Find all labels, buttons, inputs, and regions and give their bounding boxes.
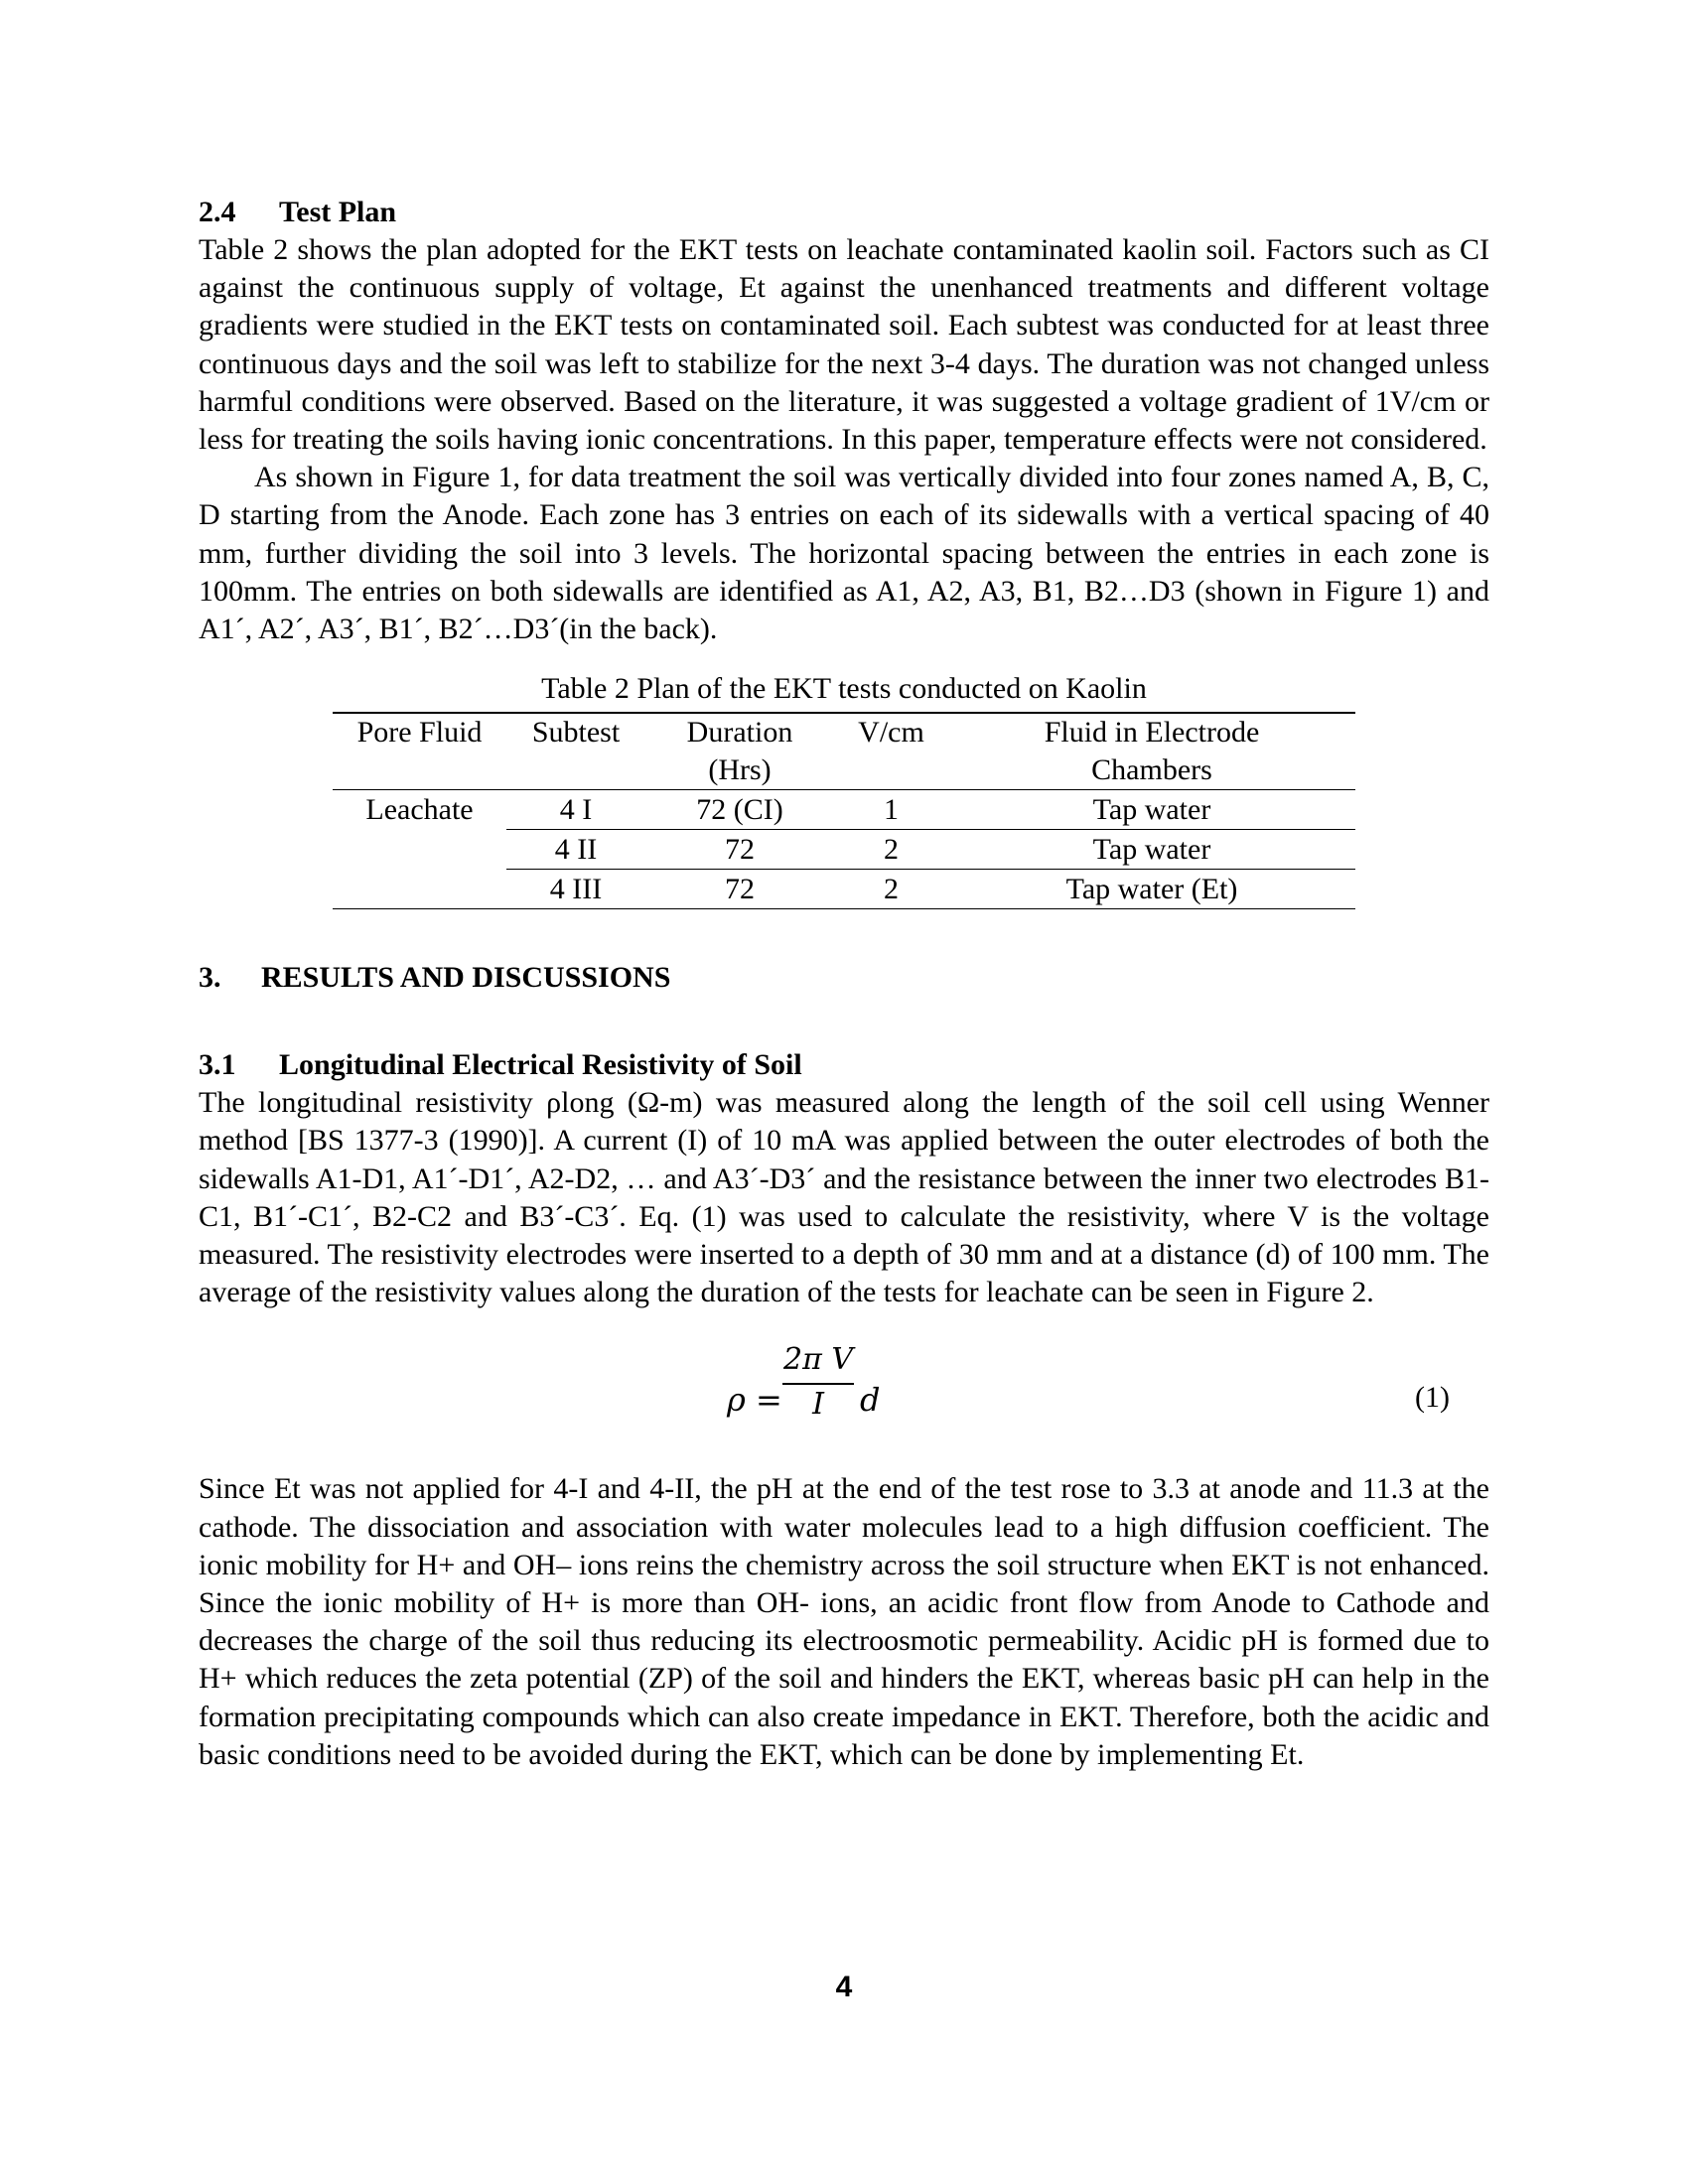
equation-number: (1)	[1415, 1381, 1450, 1415]
equation-lhs: ρ =	[727, 1381, 782, 1420]
equation-fraction	[782, 1341, 854, 1425]
table-cell: 2	[834, 830, 948, 870]
equation-denominator: I	[812, 1387, 824, 1423]
page-number: 4	[835, 1971, 853, 2003]
table-cell: Tap water	[948, 830, 1355, 870]
paragraph-test-plan-2: As shown in Figure 1, for data treatment the soil was vertically divided into four zones named A, B, C, D starting from the Anode. Each zone has 3 entries on each of its sidewalls with a vertical spacing of 40 mm, further dividing the soil into 3 levels. The horizontal spacing between the entries in each zone is 100mm. The entries on both sidewalls are identified as A1, A2, A3, B1, B2…D3 (shown in Figure 1) and A1´, A2´, A3´, B1´, B2´…D3´(in the back).	[199, 461, 1489, 646]
equation-suffix: d	[860, 1381, 881, 1420]
table-cell: Tap water (Et)	[948, 870, 1355, 909]
table-header-row	[333, 713, 1355, 790]
section-number: 2.4	[199, 196, 236, 228]
section-number: 3.1	[199, 1048, 236, 1082]
table-cell: Leachate	[365, 793, 474, 827]
table-cell	[333, 830, 506, 870]
table-row	[333, 790, 1355, 830]
table-cell	[333, 870, 506, 909]
page-content	[199, 194, 1489, 1774]
table-row	[333, 830, 1355, 870]
section-3-1-heading	[199, 1046, 1489, 1084]
table-cell: 72	[645, 870, 834, 909]
header-pore-fluid: Pore Fluid	[333, 713, 506, 790]
paragraph-resistivity-1: The longitudinal resistivity ρlong (Ω-m) was measured along the length of the soil cell using Wenner method [BS 1377-3 (1990)]. A current (I) of 10 mA was applied between the outer electrodes of both the sidewalls A1-D1, A1´-D1´, A2-D2, … and A3´-D3´ and the resistance between the inner two electrodes B1-C1, B1´-C1´, B2-C2 and B3´-C3´. Eq. (1) was used to calculate the resistivity, where V is the voltage measured. The resistivity electrodes were inserted to a depth of 30 mm and at a distance (d) of 100 mm. The average of the resistivity values along the duration of the tests for leachate can be seen in Figure 2.	[199, 1086, 1489, 1309]
table-cell: 4 II	[506, 830, 645, 870]
table-cell: Tap water	[948, 790, 1355, 830]
header-fluid-chambers: Fluid in Electrode Chambers	[948, 713, 1355, 790]
paragraph-resistivity-2: Since Et was not applied for 4-I and 4-II, the pH at the end of the test rose to 3.3 at anode and 11.3 at the cathode. The dissociation and association with water molecules lead to a high diffusion coefficient. The ionic mobility for H+ and OH– ions reins the chemistry across the soil structure when EKT is not enhanced. Since the ionic mobility of H+ is more than OH- ions, an acidic front flow from Anode to Cathode and decreases the charge of the soil thus reducing its electroosmotic permeability. Acidic pH is formed due to H+ which reduces the zeta potential (ZP) of the soil and hinders the EKT, whereas basic pH can help in the formation precipitating compounds which can also create impedance in EKT. Therefore, both the acidic and basic conditions need to be avoided during the EKT, which can be done by implementing Et.	[199, 1472, 1489, 1771]
header-voltage: V/cm	[834, 713, 948, 790]
table-cell: 4 I	[506, 790, 645, 830]
section-2-4-heading	[199, 194, 1489, 231]
table-cell: 4 III	[506, 870, 645, 909]
test-plan-table	[333, 712, 1355, 909]
table-cell: 2	[834, 870, 948, 909]
section-3-heading	[199, 959, 1489, 997]
table-cell: 1	[834, 790, 948, 830]
section-title: Longitudinal Electrical Resistivity of Soil	[279, 1048, 802, 1082]
table-row	[333, 870, 1355, 909]
section-number: 3.	[199, 961, 221, 995]
table-caption: Table 2 Plan of the EKT tests conducted on Kaolin	[541, 672, 1147, 706]
section-title: RESULTS AND DISCUSSIONS	[261, 961, 671, 995]
equation-1	[199, 1341, 1489, 1470]
section-title: Test Plan	[279, 196, 397, 228]
table-cell: 72 (CI)	[645, 790, 834, 830]
header-duration: Duration (Hrs)	[645, 713, 834, 790]
header-subtest: Subtest	[506, 713, 645, 790]
paragraph-test-plan-1: Table 2 shows the plan adopted for the EKT tests on leachate contaminated kaolin soil. Factors such as CI against the continuous supply of voltage, Et against the unenhanced treatments and different voltage gradients were studied in the EKT tests on contaminated soil. Each subtest was conducted for at least three continuous days and the soil was left to stabilize for the next 3-4 days. The duration was not changed unless harmful conditions were observed. Based on the literature, it was suggested a voltage gradient of 1V/cm or less for treating the soils having ionic concentrations. In this paper, temperature effects were not considered.	[199, 233, 1489, 457]
equation-numerator: 2π V	[782, 1341, 854, 1385]
table-cell: 72	[645, 830, 834, 870]
